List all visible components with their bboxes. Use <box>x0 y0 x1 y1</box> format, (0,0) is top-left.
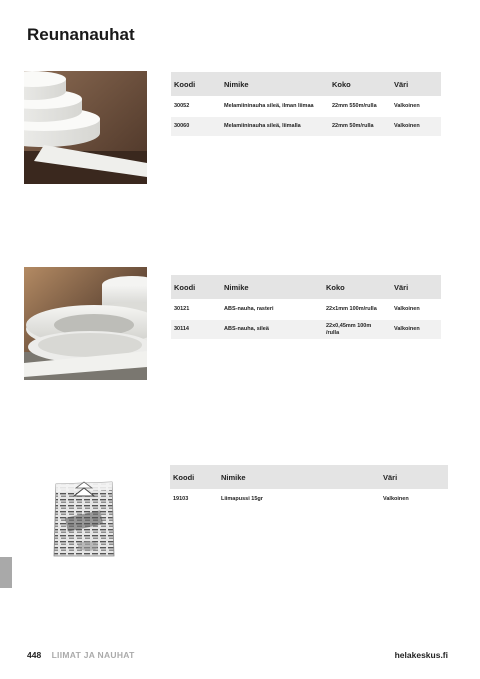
product-table-melamine <box>171 72 441 136</box>
column-header-color: Väri <box>391 275 441 300</box>
cell-size: 22x1mm 100m/rulla <box>323 300 391 320</box>
column-header-code: Koodi <box>171 275 221 300</box>
table-row <box>171 97 441 117</box>
table-header-row <box>171 72 441 97</box>
cell-code: 19103 <box>170 490 218 510</box>
table-row <box>171 300 441 320</box>
product-table-glue <box>170 465 448 509</box>
cell-color: Valkoinen <box>380 490 448 510</box>
cell-code: 30052 <box>171 97 221 117</box>
table-header-row <box>170 465 448 490</box>
side-section-tab <box>0 557 12 588</box>
product-table-abs <box>171 275 441 339</box>
column-header-code: Koodi <box>171 72 221 97</box>
column-header-color: Väri <box>391 72 441 97</box>
product-image-abs-tape <box>24 267 147 380</box>
table-row <box>171 320 441 340</box>
cell-code: 30114 <box>171 320 221 340</box>
column-header-name: Nimike <box>221 72 329 97</box>
cell-name: ABS-nauha, rasteri <box>221 300 323 320</box>
cell-color: Valkoinen <box>391 97 441 117</box>
section-name: LIIMAT JA NAUHAT <box>51 650 135 660</box>
cell-code: 30060 <box>171 117 221 137</box>
column-header-name: Nimike <box>221 275 323 300</box>
cell-size: 22mm 50m/rulla <box>329 117 391 137</box>
column-header-size: Koko <box>323 275 391 300</box>
table-row <box>170 490 448 510</box>
cell-size: 22x0,45mm 100m /rulla <box>323 320 391 340</box>
column-header-color: Väri <box>380 465 448 490</box>
column-header-size: Koko <box>329 72 391 97</box>
cell-name: ABS-nauha, sileä <box>221 320 323 340</box>
page-title: Reunanauhat <box>27 25 135 44</box>
cell-code: 30121 <box>171 300 221 320</box>
cell-color: Valkoinen <box>391 117 441 137</box>
cell-name: Melamiininauha sileä, liimalla <box>221 117 329 137</box>
table-header-row <box>171 275 441 300</box>
cell-color: Valkoinen <box>391 300 441 320</box>
product-image-glue-sachet <box>52 480 116 558</box>
table-row <box>171 117 441 137</box>
column-header-code: Koodi <box>170 465 218 490</box>
column-header-name: Nimike <box>218 465 380 490</box>
product-image-melamine-tape <box>24 71 147 184</box>
cell-color: Valkoinen <box>391 320 441 340</box>
page-number: 448 <box>27 650 42 660</box>
cell-name: Melamiininauha sileä, ilman liimaa <box>221 97 329 117</box>
footer-left <box>27 650 135 660</box>
cell-size: 22mm 550m/rulla <box>329 97 391 117</box>
brand-name: helakeskus.fi <box>394 650 448 660</box>
cell-name: Liimapussi 15gr <box>218 490 380 510</box>
